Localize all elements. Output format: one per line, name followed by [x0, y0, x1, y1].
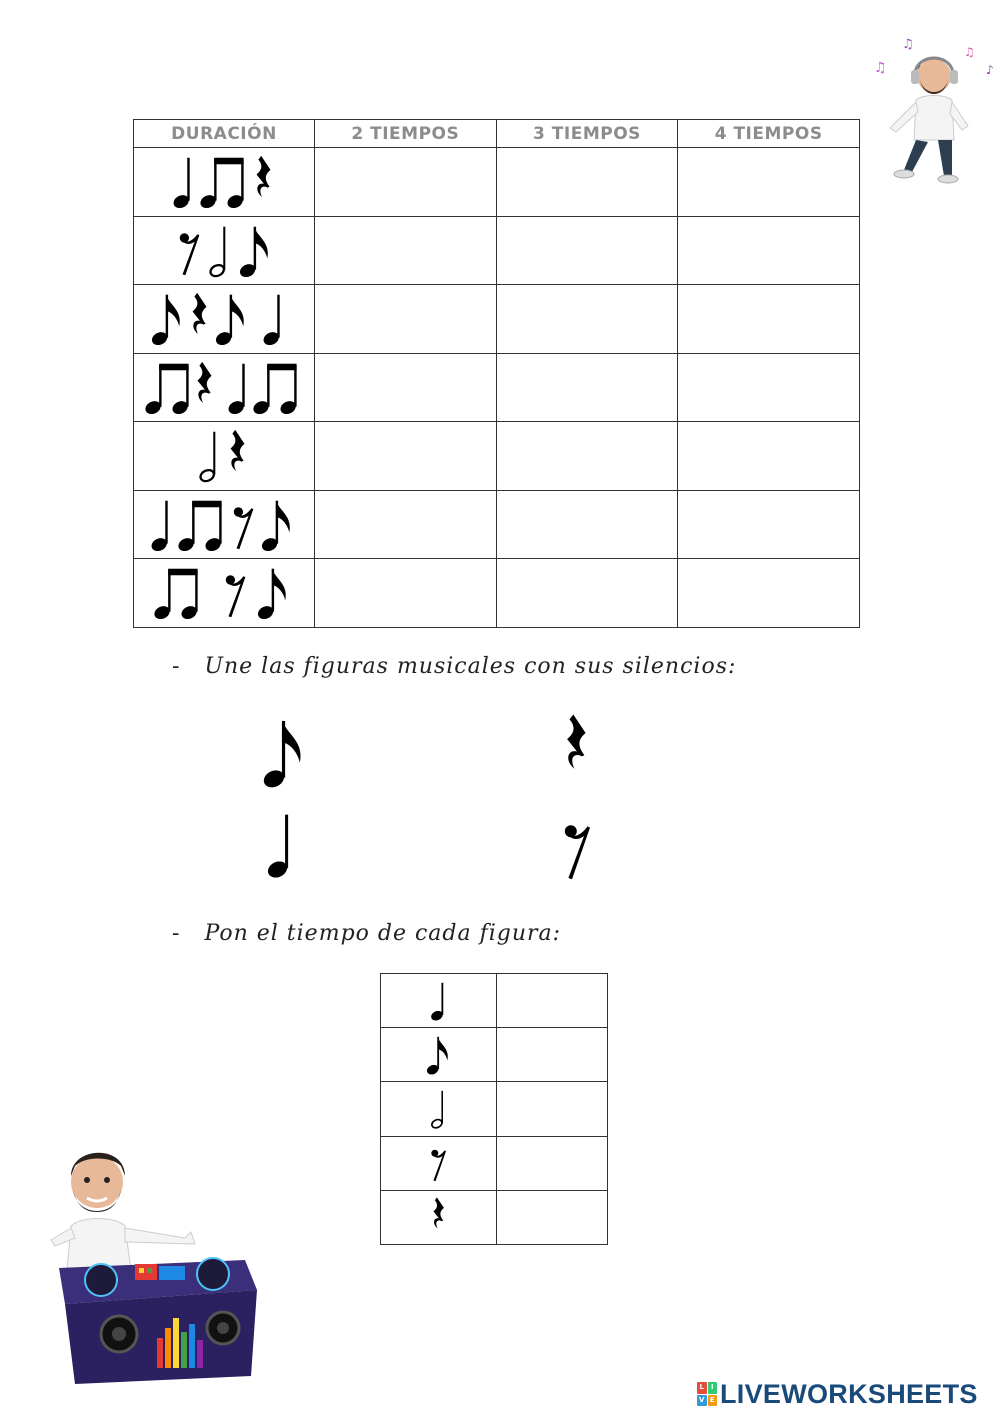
eighth-rest-icon [234, 507, 254, 549]
rhythm-cell [134, 422, 315, 491]
beamed-eighths-icon [143, 363, 190, 416]
answer-cell[interactable] [497, 1028, 608, 1082]
answer-cell[interactable] [496, 216, 678, 285]
table-row [381, 1028, 608, 1082]
header-2-beats: 2 TIEMPOS [315, 120, 497, 148]
beamed-eighths-icon [152, 569, 199, 622]
answer-cell[interactable] [315, 216, 497, 285]
half-note-icon [429, 1088, 449, 1130]
liveworksheets-logo [697, 1377, 978, 1411]
answer-cell[interactable] [496, 490, 678, 559]
answer-cell[interactable] [496, 148, 678, 217]
quarter-note-icon [226, 363, 246, 416]
answer-cell[interactable] [496, 353, 678, 422]
quarter-rest-icon[interactable] [560, 712, 594, 786]
table-header-row [134, 120, 860, 148]
answer-cell[interactable] [315, 285, 497, 354]
answer-cell[interactable] [678, 148, 860, 217]
figure-cell [381, 1028, 497, 1082]
quarter-rest-icon [193, 293, 207, 334]
answer-cell[interactable] [678, 559, 860, 628]
answer-cell[interactable] [678, 422, 860, 491]
answer-cell[interactable] [678, 216, 860, 285]
duration-table [133, 119, 860, 628]
avatar-headphones-illustration [868, 30, 1000, 185]
quarter-rest-icon [231, 430, 245, 471]
quarter-note-icon [429, 980, 449, 1022]
table-row [134, 148, 860, 217]
quarter-note-icon [171, 158, 191, 211]
avatar-dj-illustration [45, 1140, 265, 1390]
half-note-icon [209, 226, 226, 277]
eighth-rest-icon [428, 1142, 450, 1184]
eighth-note-icon [150, 295, 180, 348]
svg-text:♫: ♫ [964, 45, 975, 59]
eighth-rest-icon [226, 575, 246, 617]
table-row [381, 1190, 608, 1244]
answer-cell[interactable] [497, 1136, 608, 1190]
table-row [134, 353, 860, 422]
answer-cell[interactable] [497, 974, 608, 1028]
beamed-eighths-icon [176, 500, 223, 553]
instruction-time: - Pon el tiempo de cada figura: [172, 921, 562, 946]
quarter-note-icon[interactable] [264, 810, 298, 880]
eighth-note-icon [256, 569, 286, 622]
rhythm-cell [134, 559, 315, 628]
answer-cell[interactable] [678, 285, 860, 354]
eighth-note-icon [214, 295, 244, 348]
beamed-eighths-icon [251, 363, 298, 416]
eighth-rest-icon [180, 233, 200, 275]
quarter-rest-icon [429, 1196, 449, 1238]
header-duration: DURACIÓN [134, 120, 315, 148]
answer-cell[interactable] [497, 1190, 608, 1244]
table-row [134, 559, 860, 628]
rhythm-cell [134, 490, 315, 559]
table-row [134, 216, 860, 285]
half-note-icon [199, 432, 216, 483]
time-table [380, 973, 608, 1245]
instruction-match: - Une las figuras musicales con sus silencios: [172, 654, 737, 679]
header-3-beats: 3 TIEMPOS [496, 120, 678, 148]
figure-cell [381, 1136, 497, 1190]
answer-cell[interactable] [678, 353, 860, 422]
answer-cell[interactable] [315, 559, 497, 628]
table-row [381, 974, 608, 1028]
answer-cell[interactable] [496, 559, 678, 628]
answer-cell[interactable] [315, 353, 497, 422]
instruction-time-text: Pon el tiempo de cada figura: [204, 921, 562, 946]
eighth-rest-icon[interactable] [555, 812, 601, 884]
eighth-note-icon [238, 226, 268, 279]
answer-cell[interactable] [496, 285, 678, 354]
rhythm-cell [134, 148, 315, 217]
figure-cell [381, 1190, 497, 1244]
logo-text: LIVEWORKSHEETS [720, 1378, 978, 1409]
svg-text:♫: ♫ [874, 60, 887, 76]
table-row [381, 1136, 608, 1190]
figure-cell [381, 1082, 497, 1136]
svg-text:♪: ♪ [986, 63, 994, 77]
eighth-note-icon[interactable] [258, 716, 312, 790]
table-row [134, 422, 860, 491]
rhythm-cell [134, 216, 315, 285]
answer-cell[interactable] [496, 422, 678, 491]
header-4-beats: 4 TIEMPOS [678, 120, 860, 148]
quarter-note-icon [261, 295, 281, 348]
answer-cell[interactable] [497, 1082, 608, 1136]
table-row [134, 490, 860, 559]
quarter-note-icon [149, 500, 169, 553]
answer-cell[interactable] [315, 422, 497, 491]
quarter-rest-icon [257, 156, 271, 197]
figure-cell [381, 974, 497, 1028]
answer-cell[interactable] [315, 148, 497, 217]
quarter-rest-icon [198, 361, 212, 402]
table-row [381, 1082, 608, 1136]
beamed-eighths-icon [198, 158, 245, 211]
instruction-match-text: Une las figuras musicales con sus silencios: [204, 654, 737, 679]
logo-badge-icon: L I V E [697, 1382, 717, 1406]
rhythm-cell [134, 353, 315, 422]
rhythm-cell [134, 285, 315, 354]
eighth-note-icon [425, 1034, 453, 1076]
answer-cell[interactable] [315, 490, 497, 559]
answer-cell[interactable] [678, 490, 860, 559]
svg-text:♫: ♫ [902, 37, 914, 52]
eighth-note-icon [260, 500, 290, 553]
table-row [134, 285, 860, 354]
